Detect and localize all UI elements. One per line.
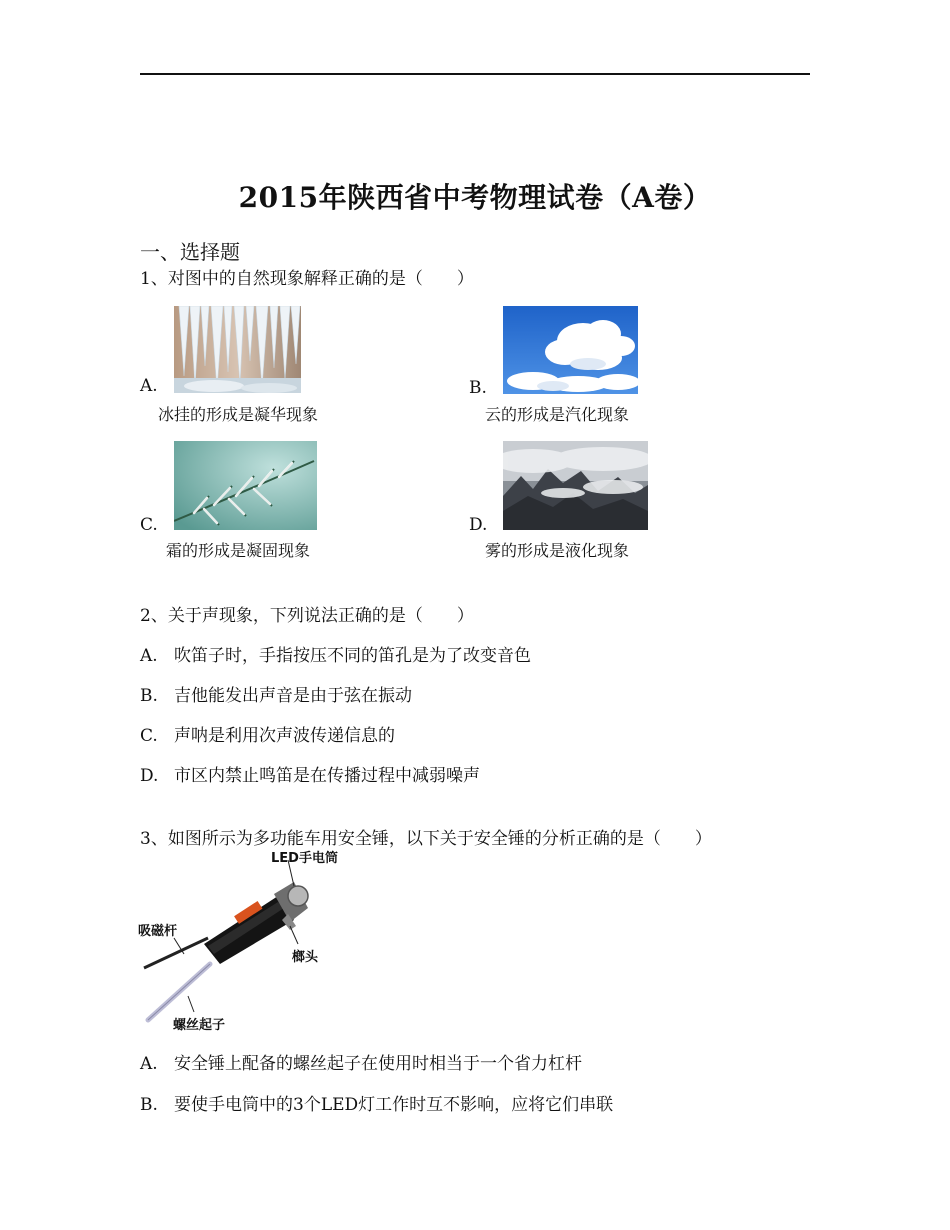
screwdriver-label: 螺丝起子 (173, 1018, 226, 1033)
q2-option-c-text: 声呐是利用次声波传递信息的 (174, 726, 395, 746)
page-title: 2015年陕西省中考物理试卷（A卷） (238, 181, 712, 214)
q1-option-b-caption: 云的形成是汽化现象 (485, 405, 630, 424)
question-2-stem: 2、关于声现象，下列说法正确的是（ ） (140, 606, 474, 626)
q1-option-c-caption: 霜的形成是凝固现象 (166, 541, 311, 560)
section-heading: 一、选择题 (140, 240, 240, 264)
q2-option-a-letter: A. (140, 646, 158, 666)
q1-option-d-caption: 雾的形成是液化现象 (485, 541, 630, 560)
q2-option-d (140, 761, 480, 786)
frost-photo (174, 441, 317, 530)
question-3-stem: 3、如图所示为多功能车用安全锤，以下关于安全锤的分析正确的是（ ） (140, 829, 712, 849)
q1-option-c-letter: C. (140, 515, 158, 535)
q1-option-b-letter: B. (469, 378, 487, 398)
led-flashlight-label: LED手电筒 (271, 851, 338, 866)
cloud-photo (503, 306, 638, 394)
hammer-head-label: 榔头 (292, 950, 319, 965)
q3-option-a-text: 安全锤上配备的螺丝起子在使用时相当于一个省力杠杆 (174, 1054, 582, 1074)
icicle-photo (174, 306, 301, 393)
q2-option-b-letter: B. (140, 686, 158, 706)
q3-option-b-letter: B. (140, 1095, 158, 1115)
q3-option-b (140, 1090, 613, 1115)
q1-option-a-letter: A. (140, 376, 158, 396)
magnet-rod-label: 吸磁杆 (138, 924, 178, 939)
q2-option-d-letter: D. (140, 766, 159, 786)
q2-option-c-letter: C. (140, 726, 158, 746)
q1-option-a-caption: 冰挂的形成是凝华现象 (158, 405, 319, 424)
safety-hammer-figure (138, 846, 358, 1032)
q2-option-c (140, 721, 395, 746)
fog-photo (503, 441, 648, 530)
q1-option-d-letter: D. (469, 515, 488, 535)
q3-option-a (140, 1049, 582, 1074)
q3-option-b-text: 要使手电筒中的3个LED灯工作时互不影响，应将它们串联 (174, 1095, 614, 1115)
header-rule (140, 73, 810, 75)
q2-option-a-text: 吹笛子时，手指按压不同的笛孔是为了改变音色 (174, 646, 531, 666)
q3-option-a-letter: A. (140, 1054, 158, 1074)
q2-option-d-text: 市区内禁止鸣笛是在传播过程中减弱噪声 (174, 766, 480, 786)
safety-hammer-icon (138, 846, 358, 1032)
q2-option-b (140, 681, 412, 706)
q2-option-b-text: 吉他能发出声音是由于弦在振动 (174, 686, 412, 706)
question-1-stem: 1、对图中的自然现象解释正确的是（ ） (140, 269, 474, 289)
q2-option-a (140, 641, 531, 666)
